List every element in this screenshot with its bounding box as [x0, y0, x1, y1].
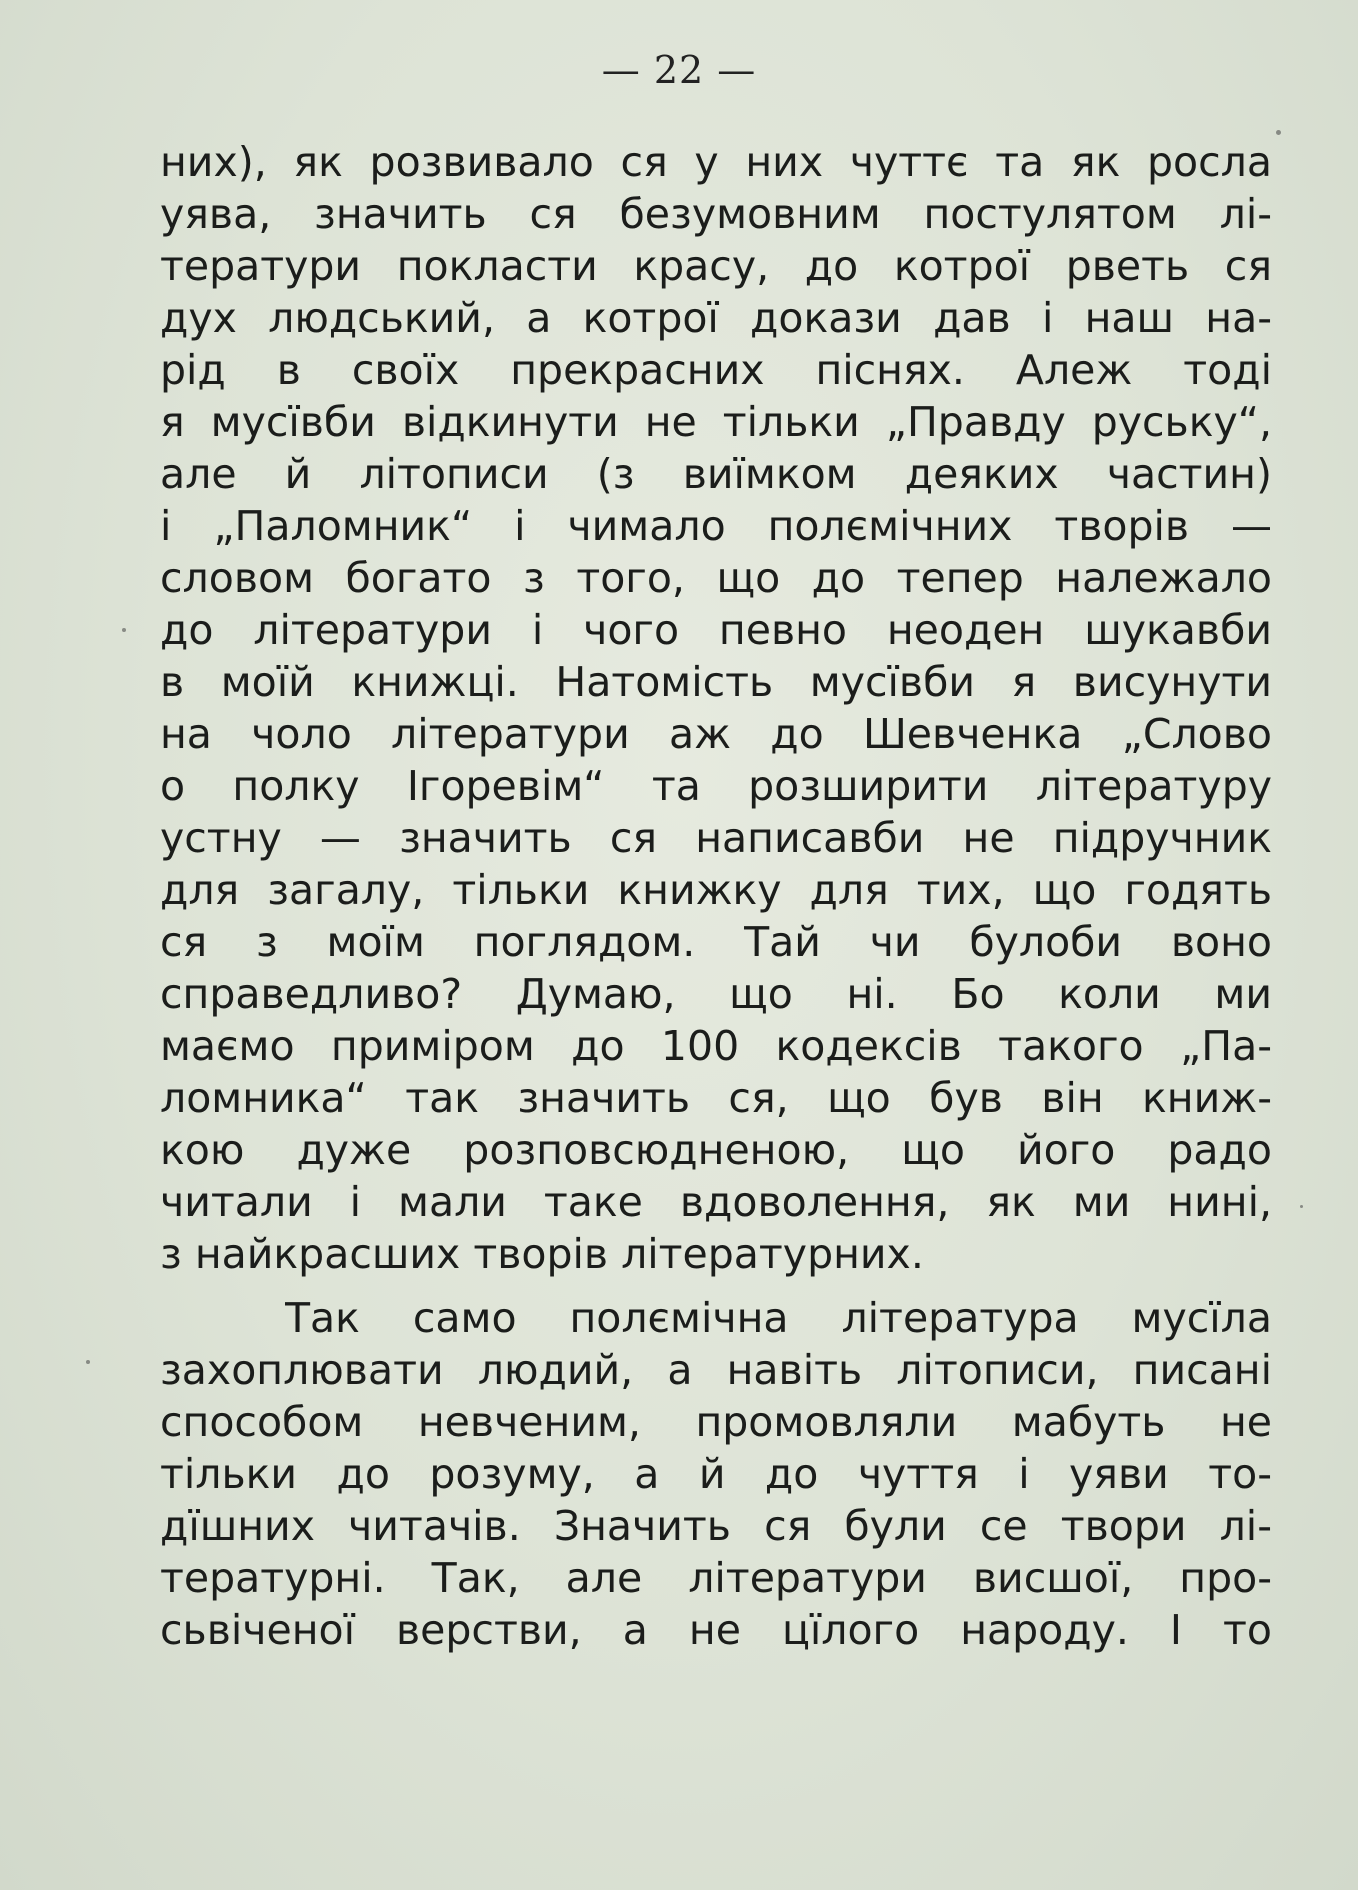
text-line: тературні. Так, але літератури висшої, про- — [160, 1554, 1272, 1602]
text-line: них), як розвивало ся у них чуттє та як росла — [160, 138, 1272, 186]
text-line: на чоло літератури аж до Шевченка „Слово — [160, 710, 1272, 758]
paper-speck — [122, 628, 126, 632]
text-line: Так само полємічна література мусїла — [285, 1294, 1272, 1342]
text-line: тільки до розуму, а й до чуття і уяви то- — [160, 1450, 1272, 1498]
text-line: з найкрасших творів літературних. — [160, 1230, 924, 1278]
text-line: ломника“ так значить ся, що був він книж- — [160, 1074, 1272, 1122]
text-line: рід в своїх прекрасних піснях. Алеж тоді — [160, 346, 1272, 394]
text-line: уява, значить ся безумовним постулятом лі- — [160, 190, 1272, 238]
text-line: для загалу, тільки книжку для тих, що годять — [160, 866, 1272, 914]
text-line: маємо приміром до 100 кодексів такого „Па- — [160, 1022, 1272, 1070]
text-line: дїшних читачів. Значить ся були се твори лі- — [160, 1502, 1272, 1550]
paper-speck — [1276, 130, 1281, 135]
paper-speck — [1300, 1205, 1303, 1208]
text-line: устну — значить ся написавби не підручник — [160, 814, 1272, 862]
text-line: способом невченим, промовляли мабуть не — [160, 1398, 1272, 1446]
text-line: до літератури і чого певно неоден шукавби — [160, 606, 1272, 654]
text-line: тератури покласти красу, до котрої рветь ся — [160, 242, 1272, 290]
text-line: о полку Ігоревім“ та розширити літературу — [160, 762, 1272, 810]
text-line: кою дуже розповсюдненою, що його радо — [160, 1126, 1272, 1174]
text-line: сьвіченої верстви, а не цїлого народу. І то — [160, 1606, 1272, 1654]
text-line: дух людський, а котрої докази дав і наш на- — [160, 294, 1272, 342]
paper-speck — [86, 1360, 90, 1364]
page-number: — 22 — — [601, 48, 757, 92]
text-line: але й літописи (з виїмком деяких частин) — [160, 450, 1272, 498]
text-line: і „Паломник“ і чимало полємічних творів — — [160, 502, 1272, 550]
text-line: словом богато з того, що до тепер належало — [160, 554, 1272, 602]
text-line: ся з моїм поглядом. Тай чи булоби воно — [160, 918, 1272, 966]
text-line: справедливо? Думаю, що ні. Бо коли ми — [160, 970, 1272, 1018]
text-line: захоплювати людий, а навіть літописи, писані — [160, 1346, 1272, 1394]
text-line: я мусївби відкинути не тільки „Правду руську“, — [160, 398, 1272, 446]
text-line: читали і мали таке вдоволення, як ми нині, — [160, 1178, 1272, 1226]
text-line: в моїй книжці. Натомість мусївби я висунути — [160, 658, 1272, 706]
